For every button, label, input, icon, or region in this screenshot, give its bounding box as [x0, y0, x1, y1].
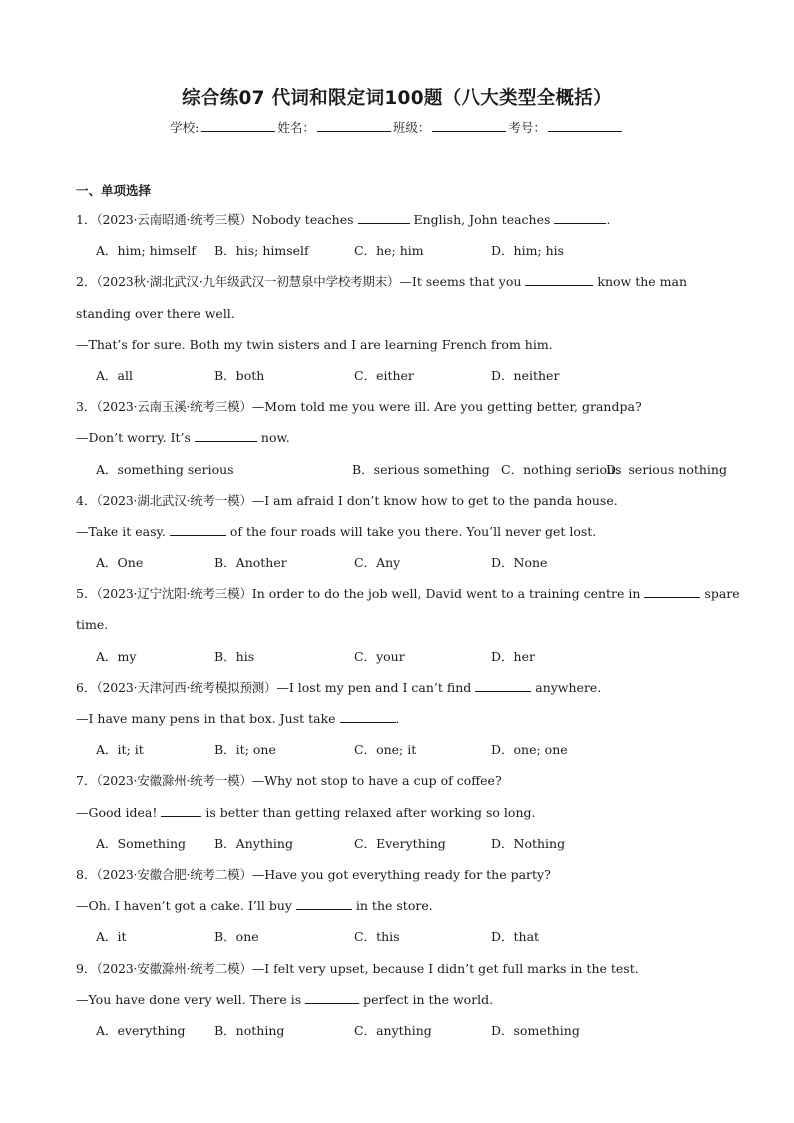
question-number: 2． — [76, 274, 97, 290]
option-b[interactable]: B．nothing — [214, 1022, 285, 1038]
answer-blank[interactable] — [644, 585, 700, 598]
option-d[interactable]: D．one; one — [491, 742, 568, 758]
section-title: 一、单项选择 — [76, 183, 152, 198]
options-row — [76, 547, 724, 578]
options-row — [76, 454, 727, 485]
answer-blank[interactable] — [161, 804, 201, 817]
answer-blank[interactable] — [195, 429, 257, 442]
question-text: is better than getting relaxed after working so long. — [201, 804, 536, 820]
option-c[interactable]: C．this — [354, 929, 400, 945]
option-a[interactable]: A．him; himself — [96, 243, 196, 259]
question-text: —I am afraid I don’t know how to get to the panda house. — [251, 492, 618, 508]
question-text: —Have you got everything ready for the party? — [251, 866, 551, 882]
option-d[interactable]: D．Nothing — [491, 835, 566, 851]
option-c[interactable]: C．one; it — [354, 742, 417, 758]
question-line — [76, 516, 724, 547]
question-text: —Good idea! — [76, 804, 162, 820]
option-a[interactable]: A．it — [96, 929, 127, 945]
question-text: spare — [700, 586, 740, 602]
option-a[interactable]: A．my — [96, 648, 137, 664]
school-label: 学校: — [170, 120, 200, 135]
option-d[interactable]: D．him; his — [491, 243, 565, 259]
name-blank[interactable] — [317, 119, 391, 132]
question-text: —That’s for sure. Both my twin sisters and I are learning French from him. — [76, 336, 553, 352]
question-number: 1． — [76, 212, 97, 227]
question-source: （2023·辽宁沈阳·统考三模） — [96, 586, 252, 602]
question-source: （2023·云南玉溪·统考三模） — [96, 399, 252, 415]
option-d[interactable]: D．that — [491, 929, 540, 945]
option-d[interactable]: D．serious nothing — [606, 461, 727, 477]
question-text: time. — [76, 617, 109, 633]
question-text: —Why not stop to have a cup of coffee? — [251, 773, 502, 789]
question-text: standing over there well. — [76, 305, 235, 321]
question-line — [76, 765, 724, 796]
options-row — [76, 641, 724, 672]
option-d[interactable]: D．her — [491, 648, 535, 664]
question-text: anywhere. — [531, 679, 602, 695]
option-d[interactable]: D．neither — [491, 367, 560, 383]
option-a[interactable]: A．it; it — [96, 742, 144, 758]
question-text: In order to do the job well, David went to a training centre in — [251, 586, 645, 602]
question-line — [76, 391, 724, 422]
question-text: —Take it easy. — [76, 523, 170, 539]
page-title: 综合练07 代词和限定词100题（八大类型全概括） — [182, 88, 612, 109]
class-blank[interactable] — [432, 119, 506, 132]
question-line — [76, 984, 724, 1015]
question-text: —I felt very upset, because I didn’t get full marks in the test. — [251, 960, 639, 976]
question-text: —Mom told me you were ill. Are you getting better, grandpa? — [251, 399, 642, 415]
question-number: 4． — [76, 492, 97, 508]
question-text: . — [395, 711, 400, 726]
option-d[interactable]: D．None — [491, 555, 548, 571]
option-b[interactable]: B．one — [214, 929, 259, 945]
option-c[interactable]: C．anything — [354, 1022, 432, 1038]
question-text: know the man — [593, 274, 688, 290]
option-b[interactable]: B．his; himself — [214, 243, 309, 259]
option-b[interactable]: B．Anything — [214, 835, 293, 851]
question-source: （2023·安徽滁州·统考二模） — [96, 960, 252, 976]
exam-no-blank[interactable] — [548, 119, 622, 132]
question-text: —You have done very well. There is — [76, 991, 306, 1007]
answer-blank[interactable] — [170, 523, 226, 536]
answer-blank[interactable] — [296, 897, 352, 910]
question-line — [76, 578, 740, 609]
options-row — [76, 235, 724, 266]
option-c[interactable]: C．Any — [354, 555, 401, 571]
question-number: 6． — [76, 679, 97, 695]
question-source: （2023·安徽滁州·统考一模） — [96, 773, 252, 789]
answer-blank[interactable] — [305, 991, 359, 1004]
question-source: （2023秋·湖北武汉·九年级武汉一初慧泉中学校考期末） — [96, 274, 400, 290]
question-text: —I lost my pen and I can’t find — [276, 679, 476, 695]
question-line — [76, 266, 724, 297]
question-number: 8． — [76, 866, 97, 882]
question-text: —I have many pens in that box. Just take — [76, 711, 340, 726]
answer-blank[interactable] — [475, 679, 531, 692]
question-text: —Oh. I haven’t got a cake. I’ll buy — [76, 898, 296, 914]
question-text: now. — [256, 430, 290, 446]
question-number: 7． — [76, 773, 97, 789]
question-text: Nobody teaches — [251, 212, 358, 227]
question-text: . — [606, 212, 611, 227]
option-b[interactable]: B．Another — [214, 555, 287, 571]
school-blank[interactable] — [201, 119, 275, 132]
option-b[interactable]: B．both — [214, 367, 265, 383]
option-a[interactable]: A．One — [96, 555, 144, 571]
option-c[interactable]: C．either — [354, 367, 414, 383]
question-line — [76, 485, 724, 516]
options-row — [76, 734, 724, 765]
question-line — [76, 298, 724, 329]
option-a[interactable]: A．something serious — [96, 461, 234, 477]
option-b[interactable]: B．it; one — [214, 742, 276, 758]
option-b[interactable]: B．serious something — [352, 461, 490, 477]
question-text: —It seems that you — [399, 274, 526, 290]
question-line — [76, 672, 724, 703]
answer-blank[interactable] — [358, 211, 410, 224]
question-source: （2023·安徽合肥·统考二模） — [96, 866, 252, 882]
question-number: 3． — [76, 399, 97, 415]
question-line — [76, 859, 724, 890]
question-list — [76, 178, 740, 1046]
question-line — [76, 953, 724, 984]
option-a[interactable]: A．all — [96, 367, 133, 383]
option-c[interactable]: C．your — [354, 648, 405, 664]
option-a[interactable]: A．everything — [96, 1022, 186, 1038]
question-text: perfect in the world. — [359, 991, 494, 1007]
options-row — [76, 1015, 724, 1046]
option-c[interactable]: C．he; him — [354, 243, 424, 259]
exam-no-label: 考号： — [508, 120, 546, 135]
question-number: 9． — [76, 960, 97, 976]
options-row — [76, 921, 724, 952]
question-text: of the four roads will take you there. You’ll never get lost. — [225, 523, 597, 539]
question-line — [76, 890, 724, 921]
question-line — [76, 422, 724, 453]
question-line — [76, 204, 724, 235]
option-a[interactable]: A．Something — [96, 835, 186, 851]
question-line — [76, 329, 724, 360]
answer-blank[interactable] — [340, 710, 396, 723]
option-c[interactable]: C．nothing serious — [501, 461, 622, 477]
question-line — [76, 703, 724, 734]
question-text: in the store. — [351, 898, 433, 914]
question-line — [76, 609, 724, 640]
answer-blank[interactable] — [554, 211, 606, 224]
question-number: 5． — [76, 586, 97, 602]
class-label: 班级： — [392, 120, 431, 135]
question-text: English, John teaches — [409, 212, 555, 227]
options-row — [76, 828, 724, 859]
option-d[interactable]: D．something — [491, 1022, 580, 1038]
question-source: （2023·天津河西·统考模拟预测） — [96, 679, 277, 695]
answer-blank[interactable] — [525, 273, 593, 286]
name-label: 姓名： — [277, 120, 315, 135]
option-b[interactable]: B．his — [214, 648, 255, 664]
student-info-line — [0, 118, 794, 136]
question-line — [76, 797, 724, 828]
option-c[interactable]: C．Everything — [354, 835, 446, 851]
question-text: —Don’t worry. It’s — [76, 430, 195, 446]
question-source: （2023·湖北武汉·统考一模） — [96, 492, 252, 508]
options-row — [76, 360, 724, 391]
question-source: （2023·云南昭通·统考三模） — [96, 212, 252, 227]
